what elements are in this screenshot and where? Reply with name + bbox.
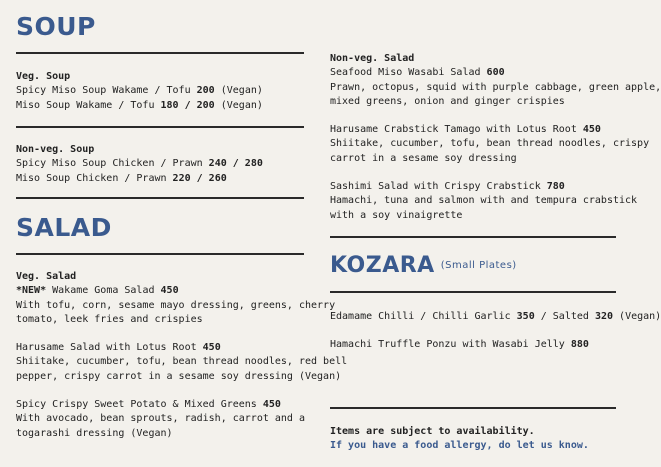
menu-item-desc: Prawn, octopus, squid with purple cabbage, green apple, bbox=[330, 81, 661, 93]
allergy-note: If you have a food allergy, do let us know. bbox=[330, 440, 589, 452]
menu-item-desc: with a soy vinaigrette bbox=[330, 209, 463, 221]
menu-item: Miso Soup Wakame / Tofu 180 / 200 (Vegan) bbox=[16, 99, 263, 111]
menu-item-desc: togarashi dressing (Vegan) bbox=[16, 427, 173, 439]
nonveg-salad-heading: Non-veg. Salad bbox=[330, 53, 415, 64]
kozara-title: KOZARA bbox=[330, 253, 435, 278]
soup-title: SOUP bbox=[16, 12, 96, 41]
menu-item-title: Seafood Miso Wasabi Salad 600 bbox=[330, 67, 505, 79]
menu-item-desc: carrot in a sesame soy dressing bbox=[330, 152, 517, 164]
kozara-title-row bbox=[330, 255, 517, 277]
menu-item-desc: pepper, crispy carrot in a sesame soy dressing (Vegan) bbox=[16, 370, 342, 382]
veg-soup-heading: Veg. Soup bbox=[16, 71, 71, 82]
menu-item-title: Harusame Salad with Lotus Root 450 bbox=[16, 342, 221, 354]
menu-item-desc: Shiitake, cucumber, tofu, bean thread noodles, crispy bbox=[330, 138, 650, 150]
veg-soup-section bbox=[16, 70, 263, 113]
nonveg-salad-section bbox=[330, 52, 661, 223]
divider bbox=[330, 236, 616, 238]
menu-item: Spicy Miso Soup Wakame / Tofu 200 (Vegan) bbox=[16, 85, 263, 97]
nonveg-soup-heading: Non-veg. Soup bbox=[16, 144, 95, 155]
footer-notes bbox=[330, 425, 589, 454]
divider bbox=[16, 126, 304, 128]
divider bbox=[16, 197, 304, 199]
divider bbox=[16, 253, 304, 255]
menu-item: Hamachi Truffle Ponzu with Wasabi Jelly 880 bbox=[330, 339, 589, 351]
menu-item: Miso Soup Chicken / Prawn 220 / 260 bbox=[16, 172, 227, 184]
kozara-subtitle: (Small Plates) bbox=[440, 260, 517, 271]
menu-item-desc: tomato, leek fries and crispies bbox=[16, 313, 203, 325]
menu-item-desc: mixed greens, onion and ginger crispies bbox=[330, 95, 565, 107]
menu-item-desc: Shiitake, cucumber, tofu, bean thread noodles, red bell bbox=[16, 356, 348, 368]
menu-item-title: Sashimi Salad with Crispy Crabstick 780 bbox=[330, 181, 565, 193]
menu-item: Spicy Miso Soup Chicken / Prawn 240 / 280 bbox=[16, 158, 263, 170]
divider bbox=[330, 407, 616, 409]
nonveg-soup-section bbox=[16, 143, 263, 186]
kozara-section bbox=[330, 310, 661, 353]
veg-salad-heading: Veg. Salad bbox=[16, 271, 77, 282]
availability-note: Items are subject to availability. bbox=[330, 426, 535, 437]
divider bbox=[330, 291, 616, 293]
menu-item: Edamame Chilli / Chilli Garlic 350 / Salted 320 (Vegan) bbox=[330, 311, 661, 322]
menu-item-title: *NEW* Wakame Goma Salad 450 bbox=[16, 285, 179, 297]
menu-item-desc: With tofu, corn, sesame mayo dressing, greens, cherry bbox=[16, 299, 336, 311]
menu-item-desc: Hamachi, tuna and salmon with and tempura crabstick bbox=[330, 195, 638, 207]
salad-title: SALAD bbox=[16, 213, 112, 242]
menu-item-desc: With avocado, bean sprouts, radish, carrot and a bbox=[16, 413, 305, 425]
divider bbox=[16, 52, 304, 54]
veg-salad-section bbox=[16, 270, 347, 441]
menu-item-title: Spicy Crispy Sweet Potato & Mixed Greens 450 bbox=[16, 399, 281, 411]
menu-item-title: Harusame Crabstick Tamago with Lotus Root 450 bbox=[330, 124, 601, 136]
